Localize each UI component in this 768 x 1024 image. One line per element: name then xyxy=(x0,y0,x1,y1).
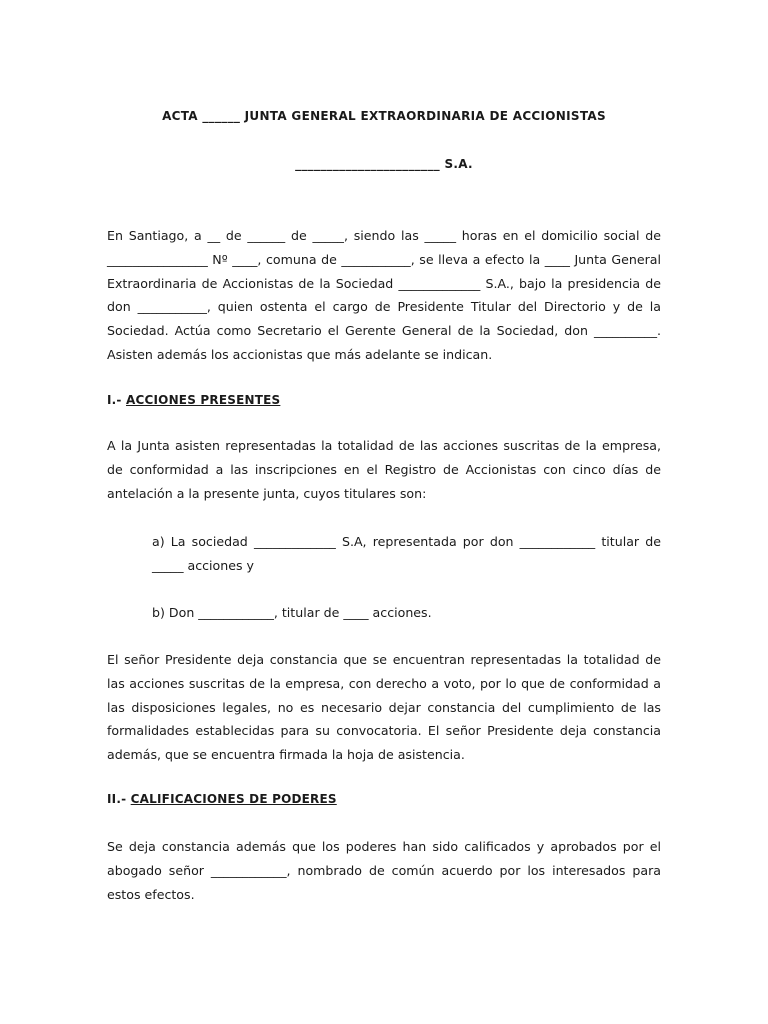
poderes-paragraph: Se deja constancia además que los poderes han sido calificados y aprobados por el abogado señor ____________, nombrado de común acuerdo por los interesados para estos efectos. xyxy=(107,839,661,902)
constancia-paragraph: El señor Presidente deja constancia que se encuentran representadas la totalidad de las acciones suscritas de la empresa, con derecho a voto, por lo que de conformidad a las disposiciones legales, no es necesario dejar constancia del cumplimiento de las formalidades establecidas para su convocatoria. El señor Presidente deja constancia además, que se encuentra firmada la hoja de asistencia. xyxy=(107,652,661,763)
intro-paragraph: En Santiago, a __ de ______ de _____, siendo las _____ horas en el domicilio social de ________________ Nº ____, comuna de ___________, se lleva a efecto la ____ Junta General Extraordinaria de Accionistas de la Sociedad _____________ S.A., bajo la presidencia de don ___________, quien ostenta el cargo de Presidente Titular del Directorio y de la Sociedad. Actúa como Secretario el Gerente General de la Sociedad, don __________. Asisten además los accionistas que más adelante se indican. xyxy=(107,228,661,362)
section-title: CALIFICACIONES DE PODERES xyxy=(130,792,337,806)
acciones-paragraph: A la Junta asisten representadas la totalidad de las acciones suscritas de la empresa, de conformidad a las inscripciones en el Registro de Accionistas con cinco días de antelación a la presente junta, cuyos titulares son: xyxy=(107,438,661,501)
document-title: ACTA ______ JUNTA GENERAL EXTRAORDINARIA DE ACCIONISTAS xyxy=(162,109,606,123)
list-item-b: b) Don ____________, titular de ____ acciones. xyxy=(152,605,432,620)
company-name-line: _______________________ S.A. xyxy=(295,157,473,171)
section-heading-poderes xyxy=(107,792,337,806)
section-number: I.- xyxy=(107,393,122,407)
section-number: II.- xyxy=(107,792,127,806)
list-item-a: a) La sociedad _____________ S.A, representada por don ____________ titular de _____ acciones y xyxy=(152,534,661,573)
section-heading-acciones xyxy=(107,393,280,407)
section-title: ACCIONES PRESENTES xyxy=(126,393,281,407)
